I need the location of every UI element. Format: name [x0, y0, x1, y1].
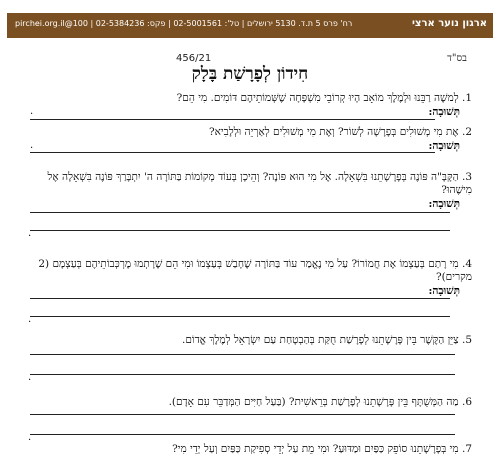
answer-line [30, 212, 450, 213]
issue-number: 456/21 [176, 53, 212, 64]
question-5: 5. צַיֵּן הַקֶּשֶׁר בֵּין פָּרָשָׁתֵנוּ לְפָרָשַׁת חֻקַּת בְּהַבְטָחַת עַם יִשְׂרָאֵל לְמֶלֶךְ אֱדוֹם. [182, 334, 472, 346]
answer-line [30, 316, 450, 317]
answer-line [30, 374, 455, 375]
page-title: חִידוֹן לְפָרָשַׁת בָּלָק [191, 64, 309, 84]
question-1: 1. לְמשֶׁה רַבֵּנוּ וּלְמֶלֶךְ מוֹאָב הָיוּ קְרוֹבֵי מִשְׁפָּחָה שֶׁשְּׁמוֹתֵיהֶם דּוֹמִים. מִי הֵם? [176, 92, 472, 104]
answer-label: תְּשׁוּבָה: [428, 140, 460, 152]
question-text: מַה הַמְּשֻׁתָּף בֵּין פָּרָשָׁתֵנוּ לְפָרָשַׁת בְּרֵאשִׁית? (בַּעַל חַיִּים הַמְּדַבֵּר עִם אָדָם). [168, 396, 459, 408]
answer-label: תְּשׁוּבָה: [428, 198, 460, 210]
answer-line [30, 414, 455, 415]
question-text: אֶת מִי מְשׁוּלִים בְּפָרָשָׁה לְשׁוֹר? וְאֶת מִי מְשׁוּלִים לְאַרְיֵה וּלְלָבִיא? [208, 126, 459, 138]
question-7: 7. מִי בְּפָרָשָׁתֵנוּ סוֹפֵק כַּפַּיִם וּמַדּוּעַ? וּמִי מֵת עַל יְדֵי סְפִיקַת כַּפַּיִם וְעַל יְדֵי מִי? [172, 443, 472, 455]
dot: . [30, 140, 34, 151]
question-text: הַקָּבָּ"ה פּוֹנֶה בְּפָרָשָׁתֵנוּ בִּשְׁאֵלָה. אֶל מִי הוּא פּוֹנֶה? וְהֵיכָן בְּעוֹד מְקוֹמוֹת בַּתּוֹרָה ה' יִתְבָּרַךְ פּוֹנֶה בִּשְׁאֵלָה אֶל מִישֶׁהוּ? [47, 171, 472, 196]
answer-label: תְּשׁוּבָה: [428, 106, 460, 118]
dot: . [28, 432, 32, 443]
dot: . [28, 372, 32, 383]
dot: . [30, 106, 34, 117]
question-text: צַיֵּן הַקֶּשֶׁר בֵּין פָּרָשָׁתֵנוּ לְפָרָשַׁת חֻקַּת בְּהַבְטָחַת עַם יִשְׂרָאֵל לְמֶלֶךְ אֱדוֹם. [182, 334, 459, 346]
question-text: לְמשֶׁה רַבֵּנוּ וּלְמֶלֶךְ מוֹאָב הָיוּ קְרוֹבֵי מִשְׁפָּחָה שֶׁשְּׁמוֹתֵיהֶם דּוֹמִים. מִי הֵם? [176, 92, 459, 104]
answer-line [30, 119, 435, 120]
besd-mark: בס"ד [447, 53, 467, 64]
answer-line [30, 354, 455, 355]
dot: . [28, 314, 32, 325]
question-2: 2. אֶת מִי מְשׁוּלִים בְּפָרָשָׁה לְשׁוֹר? וְאֶת מִי מְשׁוּלִים לְאַרְיֵה וּלְלָבִיא? [208, 126, 472, 138]
question-text: מִי בְּפָרָשָׁתֵנוּ סוֹפֵק כַּפַּיִם וּמַדּוּעַ? וּמִי מֵת עַל יְדֵי סְפִיקַת כַּפַּיִם וְעַל יְדֵי מִי? [172, 443, 459, 455]
org-name: ארגון נוער ארצי [411, 18, 487, 29]
header-banner [7, 13, 493, 38]
question-6: 6. מַה הַמְּשֻׁתָּף בֵּין פָּרָשָׁתֵנוּ לְפָרָשַׁת בְּרֵאשִׁית? (בַּעַל חַיִּים הַמְּדַבֵּר עִם אָדָם). [168, 396, 472, 408]
answer-line [30, 434, 455, 435]
answer-line [30, 298, 450, 299]
question-text: מִי רָתַם בְּעַצְמוֹ אֶת חֲמוֹרוֹ? עַל מִי נֶאֱמַר עוֹד בַּתּוֹרָה שֶׁחָבַשׁ בְּעַצְמוֹ וּמִי הֵם שֶׁרָתְמוּ מֶרְכְּבוֹתֵיהֶם בְּעַצְמָם (2 מקרים)? [38, 258, 472, 283]
answer-line [30, 230, 450, 231]
dot: . [28, 228, 32, 239]
question-3: 3. הַקָּבָּ"ה פּוֹנֶה בְּפָרָשָׁתֵנוּ בִּשְׁאֵלָה. אֶל מִי הוּא פּוֹנֶה? וְהֵיכָן בְּעוֹד מְקוֹמוֹת בַּתּוֹרָה ה' יִתְבָּרַךְ פּוֹנֶה בִּשְׁאֵלָה אֶל מִישֶׁהוּ? [47, 171, 472, 196]
answer-line [30, 152, 435, 153]
answer-label: תְּשׁוּבָה: [428, 285, 460, 297]
question-4: 4. מִי רָתַם בְּעַצְמוֹ אֶת חֲמוֹרוֹ? עַל מִי נֶאֱמַר עוֹד בַּתּוֹרָה שֶׁחָבַשׁ בְּעַצְמוֹ וּמִי הֵם שֶׁרָתְמוּ מֶרְכְּבוֹתֵיהֶם בְּעַצְמָם (2 מקרים)? [38, 258, 472, 283]
contact-info: רח' פרס 5 ת.ד. 5130 ירושלים | טל': 02-5001561 | פקס: 02-5384236 | 100@pirchei.org.il [15, 19, 353, 28]
